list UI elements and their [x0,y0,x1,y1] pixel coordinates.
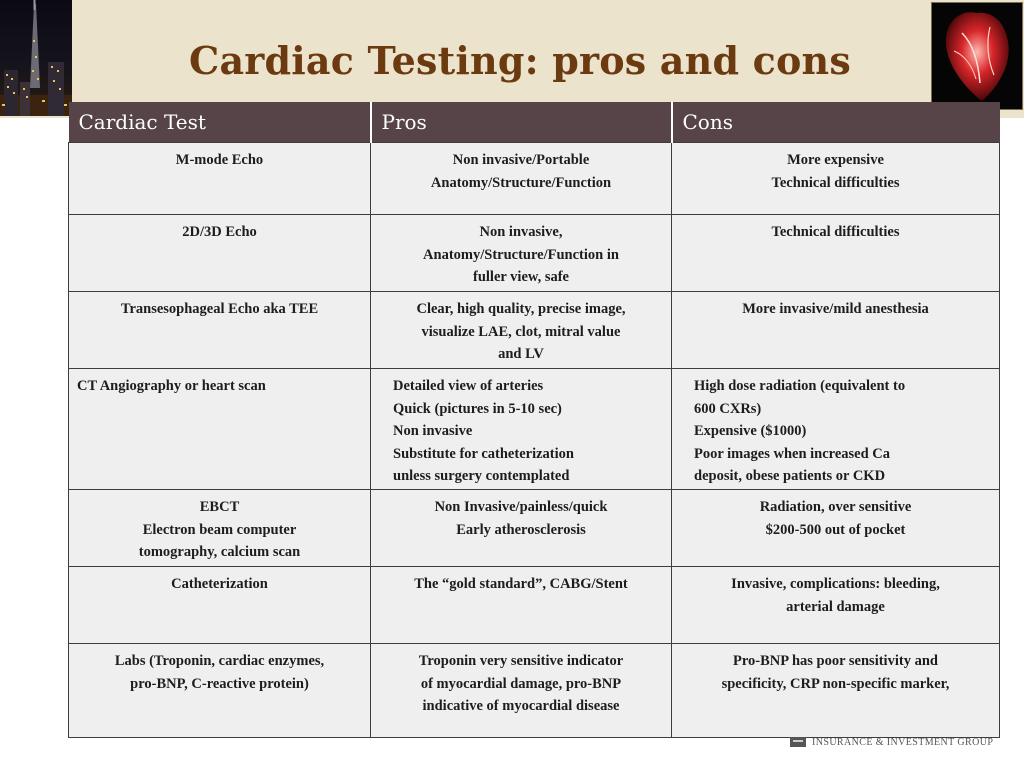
cell-pros: Troponin very sensitive indicator of myocardial damage, pro-BNP indicative of myocardial disease [371,644,672,738]
header-cardiac-test: Cardiac Test [69,102,371,143]
slide-title: Cardiac Testing: pros and cons [189,38,851,83]
cell-pros: Non invasive, Anatomy/Structure/Function in fuller view, safe [371,215,672,292]
table-row [69,143,1000,215]
header-pros: Pros [371,102,672,143]
cell-test: 2D/3D Echo [69,215,371,292]
cell-pros: Detailed view of arteries Quick (pictures in 5-10 sec) Non invasive Substitute for catheterization unless surgery contemplated [371,369,672,490]
cell-cons: Invasive, complications: bleeding, arterial damage [672,567,1000,644]
header-cons: Cons [672,102,1000,143]
cell-cons: Technical difficulties [672,215,1000,292]
table-row [69,644,1000,738]
cell-pros: Clear, high quality, precise image, visualize LAE, clot, mitral value and LV [371,292,672,369]
cell-cons: More invasive/mild anesthesia [672,292,1000,369]
table-row [69,215,1000,292]
footer-logo-text: INSURANCE & INVESTMENT GROUP [812,736,994,748]
heart-image [931,2,1023,110]
cell-test: M-mode Echo [69,143,371,215]
cell-pros: Non Invasive/painless/quick Early atherosclerosis [371,490,672,567]
cell-pros: The “gold standard”, CABG/Stent [371,567,672,644]
city-skyline-image [0,0,72,116]
skyline-graphic [0,0,72,116]
table-row [69,292,1000,369]
company-logo-icon [790,737,806,747]
heart-graphic [932,3,1022,109]
table-header-row [69,102,1000,143]
cell-pros: Non invasive/Portable Anatomy/Structure/Function [371,143,672,215]
cell-cons: High dose radiation (equivalent to 600 CXRs) Expensive ($1000) Poor images when increased Ca deposit, obese patients or CKD [672,369,1000,490]
table-row [69,369,1000,490]
cell-cons: Pro-BNP has poor sensitivity and specificity, CRP non-specific marker, [672,644,1000,738]
cell-test: Transesophageal Echo aka TEE [69,292,371,369]
cell-test: Labs (Troponin, cardiac enzymes, pro-BNP, C-reactive protein) [69,644,371,738]
cardiac-tests-table [68,102,1000,738]
cell-test: EBCT Electron beam computer tomography, calcium scan [69,490,371,567]
table-row [69,490,1000,567]
cell-cons: More expensive Technical difficulties [672,143,1000,215]
cell-test: Catheterization [69,567,371,644]
cell-test: CT Angiography or heart scan [69,369,371,490]
cell-cons: Radiation, over sensitive $200-500 out of pocket [672,490,1000,567]
footer-logo [790,735,993,749]
table-row [69,567,1000,644]
